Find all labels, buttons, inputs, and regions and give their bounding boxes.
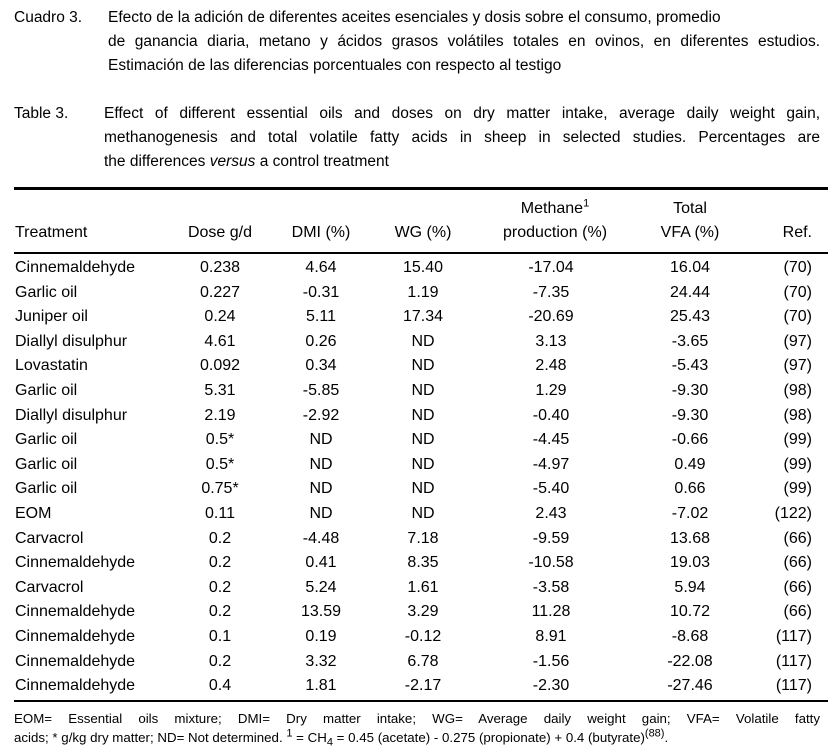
cell-dose: 0.2 <box>208 578 232 596</box>
cell-dmi: 13.59 <box>300 603 342 621</box>
footnote-line2-text: acids; * g/kg dry matter; ND= Not determined. <box>14 730 283 745</box>
cell-dose: 0.2 <box>208 652 232 670</box>
header-dmi: DMI (%) <box>291 224 351 241</box>
cell-vfa: -9.30 <box>671 406 709 424</box>
cell-methane: 1.29 <box>535 382 567 399</box>
caption-es-line1: Efecto de la adición de diferentes aceites esenciales y dosis sobre el consumo, promedio <box>108 9 721 26</box>
cell-vfa: -22.08 <box>667 652 713 670</box>
cell-methane: 11.28 <box>531 603 571 621</box>
cell-treatment: EOM <box>15 505 52 522</box>
header-vfa-bottom: VFA (%) <box>660 224 720 241</box>
cell-methane: -5.40 <box>532 480 570 498</box>
cell-treatment: Cinnemaldehyde <box>15 603 136 621</box>
cell-vfa: 13.68 <box>669 529 711 547</box>
cell-dose: 0.238 <box>199 259 241 276</box>
cell-wg: ND <box>411 505 435 522</box>
cell-vfa: 5.94 <box>674 578 706 596</box>
cell-treatment: Garlic oil <box>15 455 78 473</box>
cell-dose: 0.092 <box>199 357 241 375</box>
cell-wg: 1.61 <box>407 578 439 596</box>
cell-treatment: Cinnemaldehyde <box>15 628 136 645</box>
cell-vfa: -3.65 <box>671 332 709 350</box>
cell-methane: -7.35 <box>532 283 570 301</box>
caption-es-line3: Estimación de las diferencias porcentuales con respecto al testigo <box>108 57 562 74</box>
cell-wg: 17.34 <box>402 308 444 326</box>
cell-ref: (70) <box>783 308 812 326</box>
cell-dmi: ND <box>309 455 333 473</box>
footnote-line2 <box>14 728 820 747</box>
caption-en-line1: Effect of different essential oils and doses on dry matter intake, average daily weight gain, <box>104 105 820 122</box>
cell-wg: ND <box>411 406 435 424</box>
header-methane-bottom: production (%) <box>502 224 608 241</box>
cell-vfa: 0.66 <box>674 480 706 498</box>
cell-vfa: 19.03 <box>669 554 711 572</box>
cell-ref: (117) <box>775 677 812 695</box>
cell-treatment: Juniper oil <box>15 308 88 326</box>
caption-es-lead: Cuadro 3. <box>14 9 83 26</box>
cell-dose: 5.31 <box>204 382 236 399</box>
cell-vfa: 10.72 <box>669 603 711 621</box>
cell-treatment: Garlic oil <box>15 283 78 301</box>
cell-methane: -4.45 <box>532 431 570 449</box>
cell-ref: (66) <box>783 554 812 572</box>
cell-ref: (66) <box>783 529 812 547</box>
cell-vfa: -5.43 <box>671 357 709 375</box>
cell-treatment: Cinnemaldehyde <box>15 652 136 670</box>
cell-treatment: Lovastatin <box>15 357 88 375</box>
cell-dmi: 5.24 <box>305 578 337 596</box>
cell-ref: (70) <box>783 259 812 276</box>
cell-methane: -4.97 <box>532 455 570 473</box>
cell-ref: (117) <box>775 628 812 645</box>
cell-methane: -20.69 <box>528 308 574 326</box>
header-methane-sup: 1 <box>583 197 590 210</box>
table-top-rule <box>14 187 828 190</box>
cell-methane: -2.30 <box>532 677 570 695</box>
cell-dmi: 0.41 <box>305 554 337 572</box>
cell-treatment: Carvacrol <box>15 529 84 547</box>
cell-wg: ND <box>411 332 435 350</box>
cell-dmi: ND <box>309 431 333 449</box>
caption-en-lead: Table 3. <box>14 105 69 122</box>
caption-en-line3-post: a control treatment <box>259 153 389 170</box>
cell-dmi: 3.32 <box>305 652 337 670</box>
header-methane-top: Methane <box>520 200 584 217</box>
caption-english <box>14 102 820 174</box>
caption-en-line3-italic: versus <box>209 153 256 170</box>
cell-treatment: Carvacrol <box>15 578 84 596</box>
cell-wg: 6.78 <box>407 652 439 670</box>
cell-ref: (98) <box>783 382 812 399</box>
cell-vfa: -9.30 <box>671 382 709 399</box>
caption-en-line3-pre: the differences <box>104 153 206 170</box>
cell-wg: 1.19 <box>407 283 439 301</box>
table-header-rule <box>14 252 828 254</box>
cell-treatment: Garlic oil <box>15 382 78 399</box>
header-wg: WG (%) <box>394 224 452 241</box>
caption-en-line3 <box>14 150 820 174</box>
cell-methane: -3.58 <box>532 578 570 596</box>
cell-treatment: Diallyl disulphur <box>15 406 128 424</box>
cell-ref: (99) <box>783 480 812 498</box>
footnote-sup-1: 1 <box>286 727 293 740</box>
cell-methane: 2.43 <box>535 505 567 522</box>
cell-ref: (66) <box>783 603 812 621</box>
cell-vfa: -27.46 <box>667 677 713 695</box>
cell-dose: 0.75* <box>201 480 239 498</box>
cell-ref: (97) <box>783 332 812 350</box>
caption-es-line2: de ganancia diaria, metano y ácidos grasos volátiles totales en ovinos, en diferentes estudios. <box>108 33 820 50</box>
cell-vfa: 0.49 <box>674 455 706 473</box>
cell-dose: 0.2 <box>208 603 232 621</box>
cell-wg: ND <box>411 382 435 399</box>
cell-methane: -0.40 <box>532 406 570 424</box>
caption-en-line2: methanogenesis and total volatile fatty acids in sheep in selected studies. Percentages are <box>104 129 820 146</box>
header-vfa-top: Total <box>673 200 707 217</box>
header-methane <box>500 197 610 221</box>
cell-ref: (99) <box>783 455 812 473</box>
header-treatment: Treatment <box>15 224 88 241</box>
cell-dose: 0.4 <box>208 677 232 695</box>
header-ref: Ref. <box>782 224 812 241</box>
cell-ref: (70) <box>783 283 812 301</box>
footnote-eq-a: = CH <box>296 730 327 745</box>
cell-ref: (66) <box>783 578 812 596</box>
cell-wg: ND <box>411 480 435 498</box>
header-dose: Dose g/d <box>187 224 253 241</box>
cell-methane: 8.91 <box>535 628 567 645</box>
footnote-sup-ref: (88) <box>644 727 665 740</box>
cell-dose: 0.227 <box>199 283 241 301</box>
cell-vfa: 25.43 <box>669 308 711 326</box>
table-bottom-rule <box>14 700 828 702</box>
cell-ref: (98) <box>783 406 812 424</box>
cell-dose: 4.61 <box>204 332 236 350</box>
cell-methane: -1.56 <box>532 652 570 670</box>
cell-methane: 2.48 <box>535 357 567 375</box>
cell-dmi: 0.26 <box>305 332 337 350</box>
cell-dmi: 1.81 <box>305 677 337 695</box>
cell-dose: 2.19 <box>204 406 236 424</box>
cell-dmi: -4.48 <box>302 529 340 547</box>
cell-dose: 0.5* <box>205 431 235 449</box>
cell-wg: ND <box>411 431 435 449</box>
footnote-line1: EOM= Essential oils mixture; DMI= Dry matter intake; WG= Average daily weight gain; VFA= Volatile fatty <box>14 711 820 726</box>
cell-methane: 3.13 <box>535 332 567 350</box>
cell-treatment: Cinnemaldehyde <box>15 554 136 572</box>
cell-wg: -0.12 <box>404 628 442 645</box>
cell-treatment: Cinnemaldehyde <box>15 677 136 695</box>
cell-ref: (122) <box>774 505 812 522</box>
cell-dose: 0.24 <box>204 308 236 326</box>
cell-wg: -2.17 <box>404 677 442 695</box>
footnote-sub-4: 4 <box>326 736 333 749</box>
cell-treatment: Cinnemaldehyde <box>15 259 136 276</box>
cell-dose: 0.11 <box>205 505 235 522</box>
footnote <box>14 709 820 747</box>
cell-dmi: ND <box>309 480 333 498</box>
cell-ref: (99) <box>783 431 812 449</box>
cell-ref: (97) <box>783 357 812 375</box>
cell-dose: 0.1 <box>208 628 232 645</box>
cell-treatment: Garlic oil <box>15 431 78 449</box>
footnote-eq-b: = 0.45 (acetate) - 0.275 (propionate) + 0.4 (butyrate) <box>336 730 645 745</box>
cell-dmi: -0.31 <box>302 283 340 301</box>
caption-spanish <box>14 6 820 78</box>
cell-dmi: 0.19 <box>305 628 337 645</box>
cell-dmi: -5.85 <box>302 382 340 399</box>
cell-dose: 0.2 <box>208 554 232 572</box>
cell-wg: ND <box>411 357 435 375</box>
cell-methane: -10.58 <box>528 554 574 572</box>
cell-wg: ND <box>411 455 435 473</box>
cell-dmi: 4.64 <box>305 259 337 276</box>
cell-dose: 0.2 <box>208 529 232 547</box>
cell-methane: -9.59 <box>532 529 570 547</box>
cell-vfa: 24.44 <box>669 283 711 301</box>
cell-wg: 15.40 <box>402 259 444 276</box>
cell-dose: 0.5* <box>205 455 235 473</box>
cell-dmi: 0.34 <box>305 357 337 375</box>
cell-vfa: -0.66 <box>671 431 709 449</box>
cell-dmi: 5.11 <box>306 308 336 326</box>
cell-dmi: ND <box>309 505 333 522</box>
cell-vfa: -8.68 <box>671 628 709 645</box>
cell-treatment: Diallyl disulphur <box>15 332 128 350</box>
cell-wg: 8.35 <box>407 554 439 572</box>
cell-dmi: -2.92 <box>302 406 340 424</box>
cell-ref: (117) <box>775 652 812 670</box>
cell-treatment: Garlic oil <box>15 480 78 498</box>
cell-wg: 3.29 <box>407 603 439 621</box>
cell-methane: -17.04 <box>528 259 574 276</box>
cell-vfa: 16.04 <box>669 259 711 276</box>
cell-vfa: -7.02 <box>671 505 709 522</box>
cell-wg: 7.18 <box>407 529 439 547</box>
footnote-end: . <box>664 730 669 745</box>
